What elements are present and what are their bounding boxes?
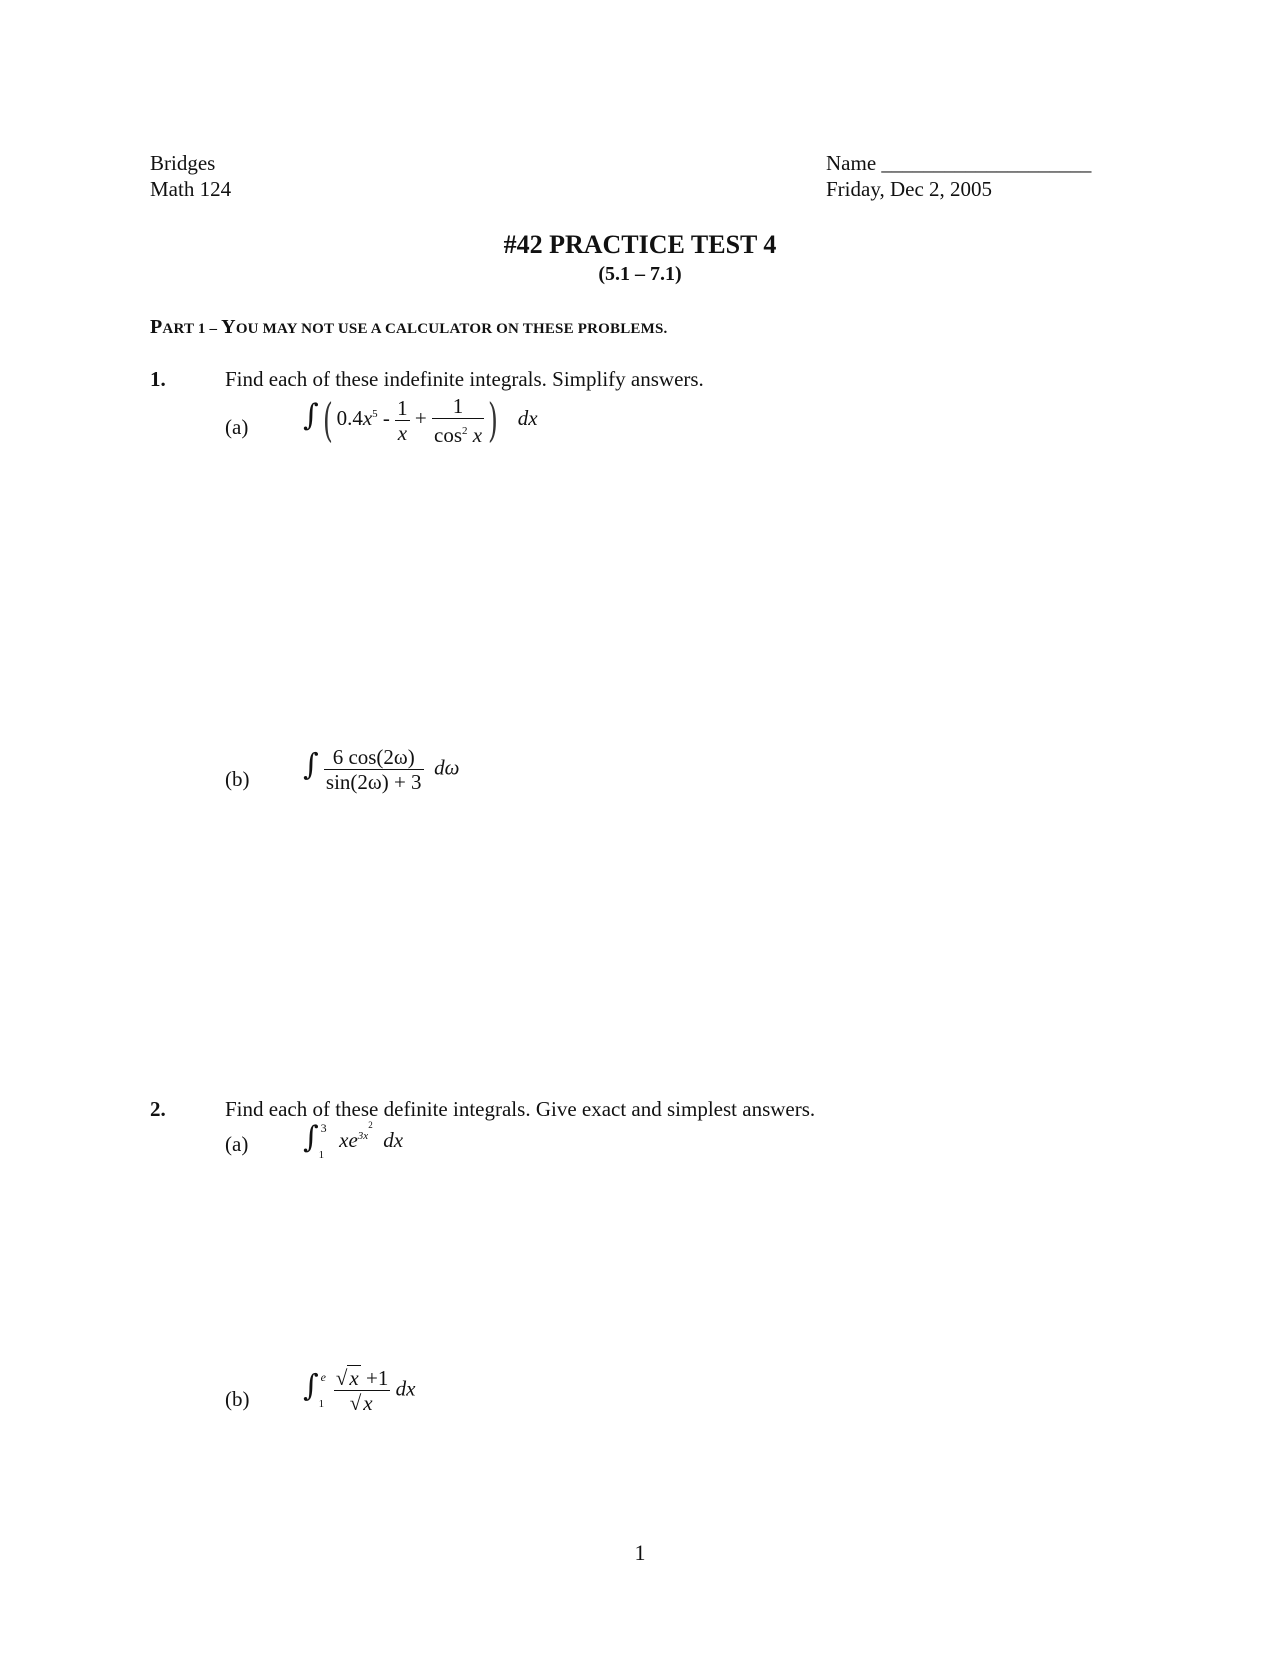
page-subtitle: (5.1 – 7.1): [598, 263, 682, 285]
question-1b-expression: [303, 745, 459, 794]
upper-limit: 3: [320, 1121, 327, 1136]
plus-sign: +: [414, 405, 427, 430]
part-heading-y: Y: [221, 316, 236, 338]
minus-sign: -: [382, 405, 390, 430]
question-1a-expression: [303, 393, 538, 447]
question-1b-label: (b): [225, 767, 250, 791]
fraction-sqrt: [334, 1366, 390, 1415]
cos-exponent: 2: [462, 424, 468, 437]
name-field-label: Name ____________________: [826, 151, 1092, 175]
sqrt-numerator: √x: [335, 1366, 359, 1390]
upper-limit: e: [320, 1369, 326, 1384]
integral-limits: [317, 1369, 329, 1410]
denominator: sin(2ω) + 3: [325, 770, 422, 794]
differential: dx: [383, 1128, 404, 1152]
question-2a-label: (a): [225, 1132, 249, 1156]
page-title: #42 PRACTICE TEST 4: [503, 230, 777, 259]
instructor-name: Bridges: [150, 151, 216, 175]
question-2-text: Find each of these definite integrals. Give exact and simplest answers.: [225, 1097, 816, 1121]
right-paren: ): [488, 393, 499, 447]
course-name: Math 124: [150, 177, 232, 201]
numerator: 6 cos(2ω): [324, 745, 424, 770]
lower-limit: 1: [318, 1149, 325, 1162]
numerator: 1: [432, 394, 484, 419]
denominator: x: [397, 420, 408, 445]
cos-variable: x: [472, 422, 483, 447]
fraction-cos-over-sin: [324, 745, 424, 794]
exponent: 3x: [357, 1130, 369, 1142]
page-number: 1: [634, 1540, 646, 1565]
integral-sign: ∫: [303, 747, 319, 783]
question-2b-label: (b): [225, 1387, 250, 1411]
part-heading-prefix: ART 1 –: [162, 321, 222, 337]
question-1-text: Find each of these indefinite integrals. Simplify answers.: [225, 367, 704, 391]
integral-sign: ∫: [303, 1368, 319, 1404]
test-date: Friday, Dec 2, 2005: [826, 177, 993, 201]
part-heading: [150, 316, 667, 339]
fraction-1-over-x: [395, 396, 410, 445]
integral-sign: ∫: [303, 1120, 319, 1155]
differential: dx: [395, 1376, 416, 1401]
left-paren: (: [322, 393, 333, 447]
question-2-number: 2.: [150, 1097, 166, 1121]
integral-sign: ∫: [303, 397, 319, 433]
part-heading-rest: OU MAY NOT USE A CALCULATOR ON THESE PROBLEMS.: [235, 321, 668, 337]
differential: dx: [517, 405, 538, 430]
question-2a-expression: [303, 1120, 404, 1162]
exponent-power: 2: [368, 1120, 373, 1130]
numerator: 1: [397, 395, 408, 420]
numerator-rest: +1: [360, 1366, 389, 1390]
sqrt-denominator: √x: [349, 1391, 373, 1415]
question-1-number: 1.: [150, 367, 166, 391]
coefficient: 0.4: [336, 405, 363, 430]
cos-function: cos: [434, 422, 463, 447]
question-1a-label: (a): [225, 415, 249, 439]
fraction-1-over-cos2x: [432, 394, 484, 447]
differential: dω: [434, 755, 460, 780]
integrand: xe: [339, 1128, 358, 1152]
integral-limits: [317, 1121, 329, 1162]
exponent: 5: [372, 407, 378, 420]
part-heading-initial: P: [150, 316, 163, 338]
variable: x: [362, 405, 373, 430]
question-2b-expression: [303, 1366, 415, 1415]
lower-limit: 1: [318, 1397, 325, 1410]
